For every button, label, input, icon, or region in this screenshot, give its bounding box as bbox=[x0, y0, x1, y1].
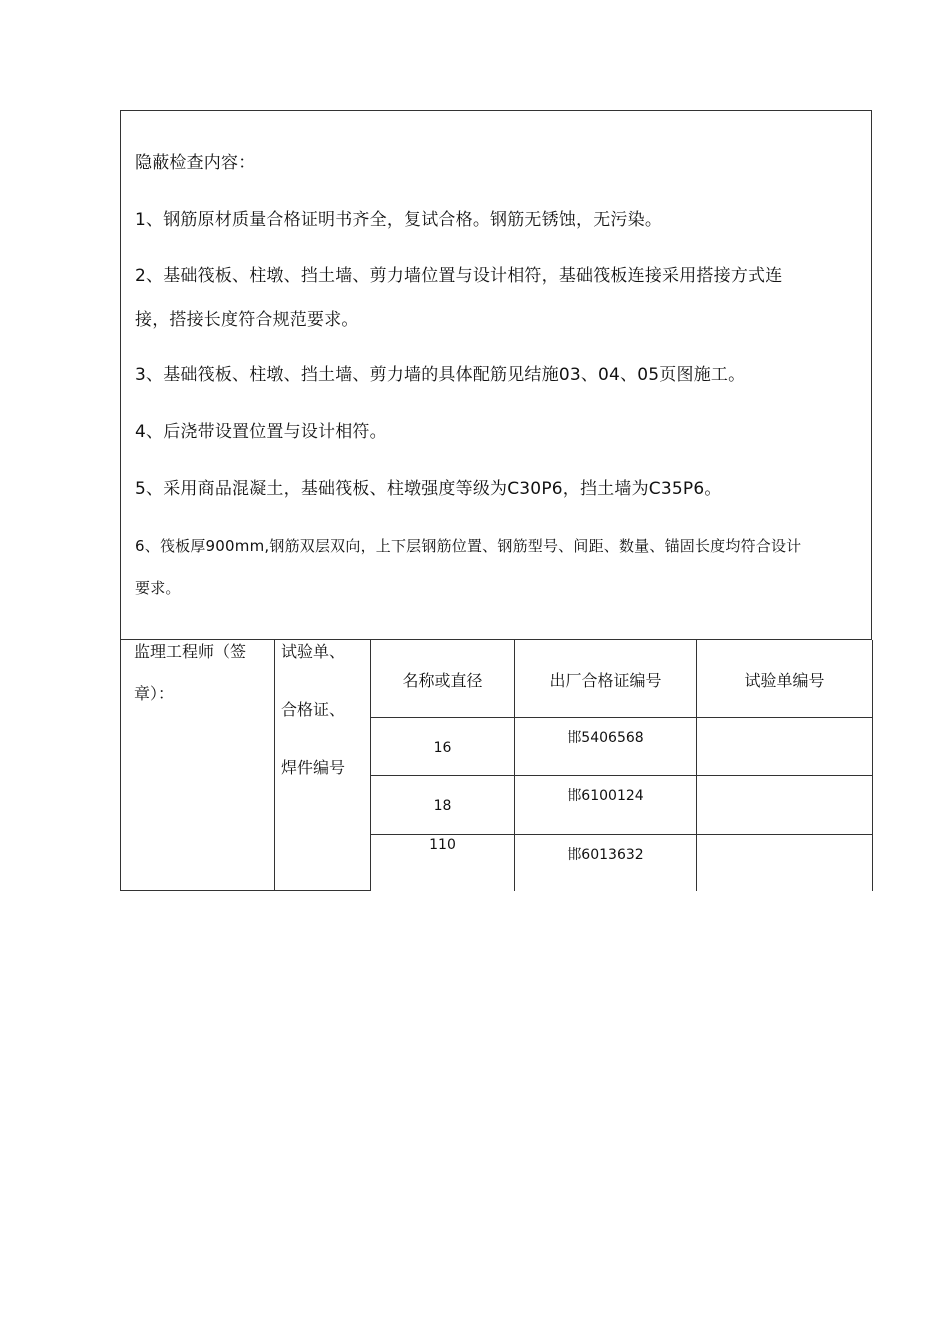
inspection-item-4: 4、后浇带设置位置与设计相符。 bbox=[135, 422, 387, 442]
cert-label-line-1: 试验单、 bbox=[281, 642, 346, 661]
table-header-underline bbox=[370, 717, 873, 718]
table-row-1-size: 16 bbox=[433, 740, 452, 756]
inspection-item-2-line-1: 2、基础筏板、柱墩、挡土墙、剪力墙位置与设计相符，基础筏板连接采用搭接方式连 bbox=[135, 266, 783, 286]
inspection-item-2-line-2: 接，搭接长度符合规范要求。 bbox=[135, 310, 359, 330]
inspection-item-5: 5、采用商品混凝土，基础筏板、柱墩强度等级为C30P6，挡土墙为C35P6。 bbox=[135, 479, 722, 499]
cert-label-line-3: 焊件编号 bbox=[281, 758, 346, 777]
inspection-heading: 隐蔽检查内容： bbox=[135, 153, 256, 173]
inspection-item-6-line-1: 6、筏板厚900mm,钢筋双层双向，上下层钢筋位置、钢筋型号、间距、数量、锚固长度均符合设计 bbox=[135, 537, 802, 555]
table-header-size: 名称或直径 bbox=[402, 671, 483, 690]
table-divider-supervisor bbox=[274, 640, 275, 891]
cert-label-line-2: 合格证、 bbox=[281, 700, 346, 719]
supervisor-label-line-1: 监理工程师（签 bbox=[134, 642, 247, 661]
inspection-item-3: 3、基础筏板、柱墩、挡土墙、剪力墙的具体配筋见结施03、04、05页图施工。 bbox=[135, 365, 746, 385]
table-row-2-cert: 邯6100124 bbox=[567, 788, 644, 804]
table-row-1-underline bbox=[370, 775, 873, 776]
inspection-content-box bbox=[120, 110, 872, 640]
table-border-bottom bbox=[120, 890, 371, 891]
table-row-3-cert: 邯6013632 bbox=[567, 847, 644, 863]
table-row-2-size: 18 bbox=[433, 798, 452, 814]
inspection-item-6-line-2: 要求。 bbox=[135, 579, 181, 597]
table-row-1-cert: 邯5406568 bbox=[567, 730, 644, 746]
table-header-cert: 出厂合格证编号 bbox=[549, 671, 662, 690]
supervisor-label-line-2: 章）： bbox=[134, 684, 175, 703]
table-border-right bbox=[872, 640, 873, 891]
table-border-left bbox=[120, 640, 121, 891]
inspection-item-1: 1、钢筋原材质量合格证明书齐全，复试合格。钢筋无锈蚀，无污染。 bbox=[135, 210, 663, 230]
table-row-3-size: 110 bbox=[429, 837, 456, 853]
table-header-test: 试验单编号 bbox=[744, 671, 825, 690]
